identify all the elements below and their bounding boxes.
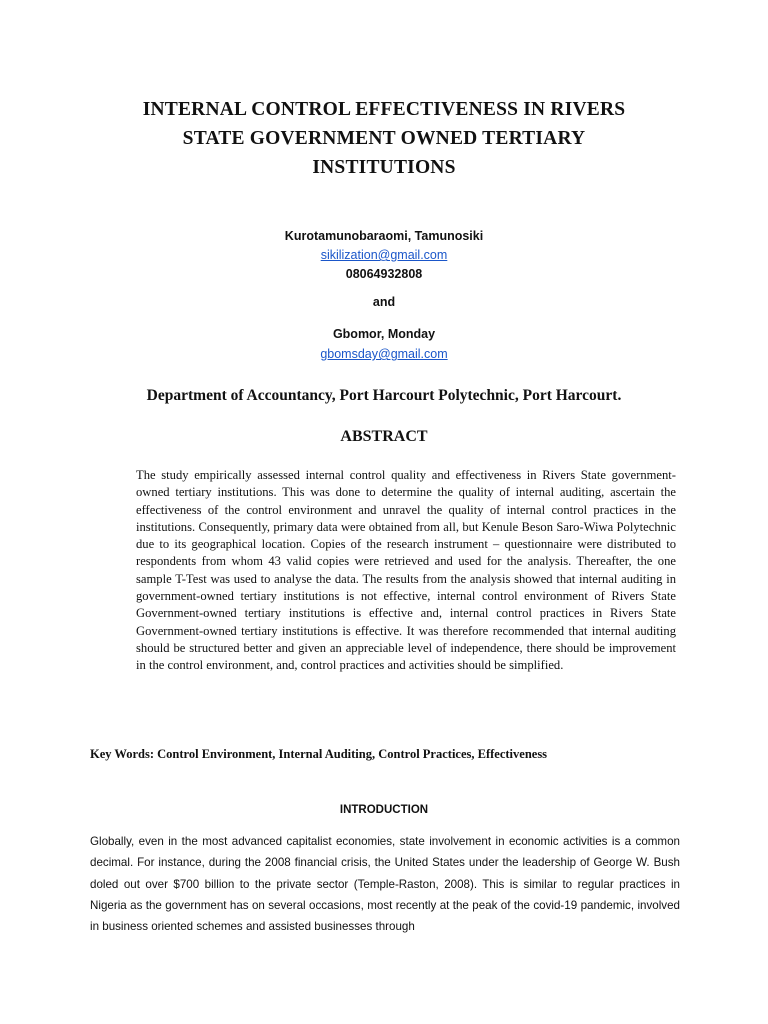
author2-email-link[interactable]: gbomsday@gmail.com [320, 347, 448, 361]
introduction-body: Globally, even in the most advanced capitalist economies, state involvement in economic activities is a common decimal. For instance, during the 2008 financial crisis, the United States under the leadership of George W. Bush doled out over $700 billion to the private sector (Temple-Raston, 2008). This is similar to regular practices in Nigeria as the government has on several occasions, most recently at the peak of the covid-19 pandemic, involved in business oriented schemes and assisted businesses through [90, 835, 680, 934]
title-line: STATE GOVERNMENT OWNED TERTIARY [182, 128, 586, 149]
author2-email-line [0, 347, 768, 361]
abstract-body: The study empirically assessed internal control quality and effectiveness in Rivers State government-owned tertiary institutions. This was done to determine the quality of internal auditing, ascertain the effectiveness of the control environment and unravel the quality of internal control practices in the institutions. Consequently, primary data were obtained from all, but Kenule Beson Saro-Wiwa Polytechnic due to its geographical location. Copies of the research instrument – questionnaire were distributed to respondents from whom 43 valid copies were retrieved and used for the analysis. Thereafter, the one sample T-Test was used to analyse the data. The results from the analysis showed that internal auditing in government-owned tertiary institutions is not effective, internal control environment of Rivers State Government-owned tertiary institutions is effective and, internal control practices in Rivers State Government-owned tertiary institutions is effective. It was therefore recommended that internal auditing should be structured better and given an appreciable level of independence, there should be improvement in the control environment, and, control practices and activities should be simplified. [136, 468, 676, 673]
introduction-heading: INTRODUCTION [339, 804, 429, 816]
title-line: INTERNAL CONTROL EFFECTIVENESS IN RIVERS [142, 99, 626, 120]
author1-email-line [0, 248, 768, 262]
keywords: Key Words: Control Environment, Internal Auditing, Control Practices, Effectiveness [90, 747, 548, 761]
title-line: INSTITUTIONS [312, 157, 456, 178]
author-separator: and [372, 295, 396, 309]
abstract-heading: ABSTRACT [340, 428, 428, 445]
department-affiliation: Department of Accountancy, Port Harcourt Polytechnic, Port Harcourt. [146, 387, 622, 404]
author2-name: Gbomor, Monday [332, 327, 436, 341]
paper-title [60, 95, 708, 182]
author1-phone: 08064932808 [345, 267, 423, 281]
author1-email-link[interactable]: sikilization@gmail.com [320, 248, 448, 262]
author1-name: Kurotamunobaraomi, Tamunosiki [284, 229, 484, 243]
